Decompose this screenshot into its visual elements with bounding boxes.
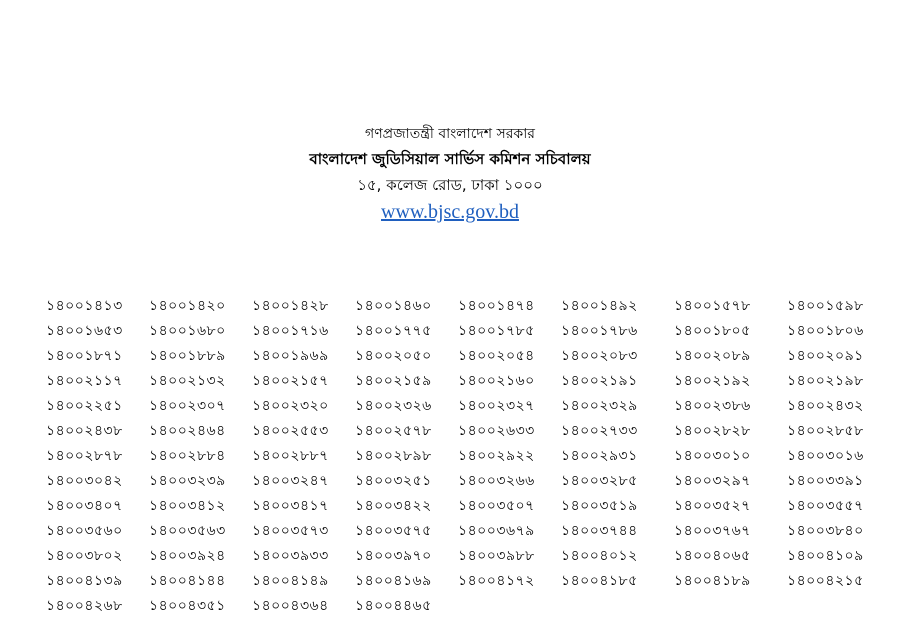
roll-number: ১৪০০২০৫০	[355, 348, 432, 364]
roll-number: ১৪০০১৪১৩	[46, 298, 123, 314]
roll-number: ১৪০০১৪৭৪	[458, 298, 535, 314]
roll-number: ১৪০০২১৯২	[674, 373, 751, 389]
roll-number: ১৪০০৪১৭২	[458, 573, 535, 589]
roll-number: ১৪০০৩৮০২	[46, 548, 123, 564]
roll-number: ১৪০০১৪২০	[149, 298, 226, 314]
roll-number: ১৪০০৩৭৬৭	[674, 523, 751, 539]
roll-number: ১৪০০২৭৩৩	[561, 423, 638, 439]
office-name: বাংলাদেশ জুডিসিয়াল সার্ভিস কমিশন সচিবালয়	[309, 150, 591, 168]
roll-number: ১৪০০১৬৫৩	[46, 323, 123, 339]
roll-number: ১৪০০৩৫১৯	[561, 498, 638, 514]
roll-number: ১৪০০৩৫৭৫	[355, 523, 432, 539]
roll-number: ১৪০০২৮৯৮	[355, 448, 432, 464]
roll-number: ১৪০০৩৪০৭	[46, 498, 123, 514]
roll-number: ১৪০০২১৯১	[561, 373, 638, 389]
roll-number: ১৪০০৪১৮৫	[561, 573, 638, 589]
roll-number: ১৪০০১৫৯৮	[787, 298, 864, 314]
roll-number: ১৪০০২১৫৭	[252, 373, 329, 389]
roll-number: ১৪০০২০৮৩	[561, 348, 638, 364]
roll-number: ১৪০০২৮৫৮	[787, 423, 864, 439]
roll-number: ১৪০০২০৮৯	[674, 348, 751, 364]
roll-number: ১৪০০২৯৩১	[561, 448, 638, 464]
roll-number: ১৪০০১৮০৬	[787, 323, 864, 339]
roll-number: ১৪০০২১৯৮	[787, 373, 864, 389]
roll-number: ১৪০০১৪৬০	[355, 298, 432, 314]
roll-number: ১৪০০৩২৩৯	[149, 473, 226, 489]
roll-number: ১৪০০৩৫৭৩	[252, 523, 329, 539]
roll-number: ১৪০০৩২৮৫	[561, 473, 638, 489]
roll-number: ১৪০০৩৬৭৯	[458, 523, 535, 539]
roll-number: ১৪০০৪১০৯	[787, 548, 864, 564]
office-address: ১৫, কলেজ রোড, ঢাকা ১০০০	[357, 176, 543, 194]
roll-number: ১৪০০২২৫১	[46, 398, 123, 414]
roll-number: ১৪০০২৪৩৮	[46, 423, 123, 439]
roll-number: ১৪০০২৩২৬	[355, 398, 432, 414]
roll-number: ১৪০০৩৫৬০	[46, 523, 123, 539]
roll-number: ১৪০০৩৯৩৩	[252, 548, 329, 564]
roll-number: ১৪০০৩৫৫৭	[787, 498, 864, 514]
roll-number: ১৪০০৩২৪৭	[252, 473, 329, 489]
roll-number: ১৪০০৪১৮৯	[674, 573, 751, 589]
roll-number: ১৪০০১৫৭৮	[674, 298, 751, 314]
roll-number: ১৪০০১৭৮৬	[561, 323, 638, 339]
government-name: গণপ্রজাতন্ত্রী বাংলাদেশ সরকার	[365, 126, 535, 142]
roll-number: ১৪০০২১৫৯	[355, 373, 432, 389]
roll-number: ১৪০০৪১৬৯	[355, 573, 432, 589]
roll-number: ১৪০০৩০১০	[674, 448, 751, 464]
roll-number: ১৪০০৩৪১৭	[252, 498, 329, 514]
roll-number: ১৪০০৪৩৬৪	[252, 598, 329, 614]
roll-number: ১৪০০২৮২৮	[674, 423, 751, 439]
roll-number: ১৪০০৪১৩৯	[46, 573, 123, 589]
roll-number: ১৪০০২৩২৭	[458, 398, 535, 414]
roll-number: ১৪০০৩৭৪৪	[561, 523, 638, 539]
roll-number: ১৪০০২৩২৯	[561, 398, 638, 414]
roll-number: ১৪০০৪৪৬৫	[355, 598, 432, 614]
roll-number: ১৪০০২১১৭	[46, 373, 123, 389]
roll-number: ১৪০০৩৫০৭	[458, 498, 535, 514]
roll-number: ১৪০০২০৫৪	[458, 348, 535, 364]
roll-number: ১৪০০৪৩৫১	[149, 598, 226, 614]
roll-number: ১৪০০১৪২৮	[252, 298, 329, 314]
letterhead	[0, 122, 900, 226]
roll-number-grid	[46, 294, 876, 619]
roll-number: ১৪০০৩০৪২	[46, 473, 123, 489]
roll-number: ১৪০০১৮৮৯	[149, 348, 226, 364]
roll-number: ১৪০০২৩২০	[252, 398, 329, 414]
roll-number: ১৪০০৩৯২৪	[149, 548, 226, 564]
website-link[interactable]: www.bjsc.gov.bd	[381, 201, 519, 223]
roll-number: ১৪০০৩৩৯১	[787, 473, 864, 489]
roll-number: ১৪০০২১৬০	[458, 373, 535, 389]
roll-number: ১৪০০৩৯৮৮	[458, 548, 535, 564]
roll-number: ১৪০০৪০১২	[561, 548, 638, 564]
roll-number: ১৪০০১৭৮৫	[458, 323, 535, 339]
roll-number: ১৪০০৩৫৬৩	[149, 523, 226, 539]
roll-number: ১৪০০২৬৩৩	[458, 423, 535, 439]
roll-number: ১৪০০১৭১৬	[252, 323, 329, 339]
roll-number: ১৪০০৩২৫১	[355, 473, 432, 489]
roll-number: ১৪০০৪১৪৯	[252, 573, 329, 589]
roll-number: ১৪০০২৪৬৪	[149, 423, 226, 439]
roll-number: ১৪০০৪২১৫	[787, 573, 864, 589]
roll-number: ১৪০০১৮৭১	[46, 348, 123, 364]
roll-number: ১৪০০৪১৪৪	[149, 573, 226, 589]
roll-number: ১৪০০১৬৮০	[149, 323, 226, 339]
roll-number: ১৪০০১৪৯২	[561, 298, 638, 314]
roll-number: ১৪০০২০৯১	[787, 348, 864, 364]
roll-number: ১৪০০৪২৬৮	[46, 598, 123, 614]
roll-number: ১৪০০৩৪১২	[149, 498, 226, 514]
roll-number: ১৪০০২৩০৭	[149, 398, 226, 414]
roll-number: ১৪০০২৫৫৩	[252, 423, 329, 439]
roll-number: ১৪০০২৫৭৮	[355, 423, 432, 439]
roll-number: ১৪০০১৮০৫	[674, 323, 751, 339]
roll-number: ১৪০০৩২৬৬	[458, 473, 535, 489]
roll-number: ১৪০০২৯২২	[458, 448, 535, 464]
roll-number: ১৪০০২৮৮৭	[252, 448, 329, 464]
roll-number: ১৪০০২১৩২	[149, 373, 226, 389]
roll-number: ১৪০০৩২৯৭	[674, 473, 751, 489]
roll-number: ১৪০০১৯৬৯	[252, 348, 329, 364]
roll-number: ১৪০০৩৯৭০	[355, 548, 432, 564]
roll-number: ১৪০০২৪৩২	[787, 398, 864, 414]
roll-number: ১৪০০৪০৬৫	[674, 548, 751, 564]
roll-number: ১৪০০২৮৭৮	[46, 448, 123, 464]
roll-number: ১৪০০১৭৭৫	[355, 323, 432, 339]
roll-number: ১৪০০২৩৮৬	[674, 398, 751, 414]
roll-number: ১৪০০২৮৮৪	[149, 448, 226, 464]
roll-number: ১৪০০৩৫২৭	[674, 498, 751, 514]
roll-number: ১৪০০৩০১৬	[787, 448, 864, 464]
roll-number: ১৪০০৩৪২২	[355, 498, 432, 514]
roll-number: ১৪০০৩৮৪০	[787, 523, 864, 539]
